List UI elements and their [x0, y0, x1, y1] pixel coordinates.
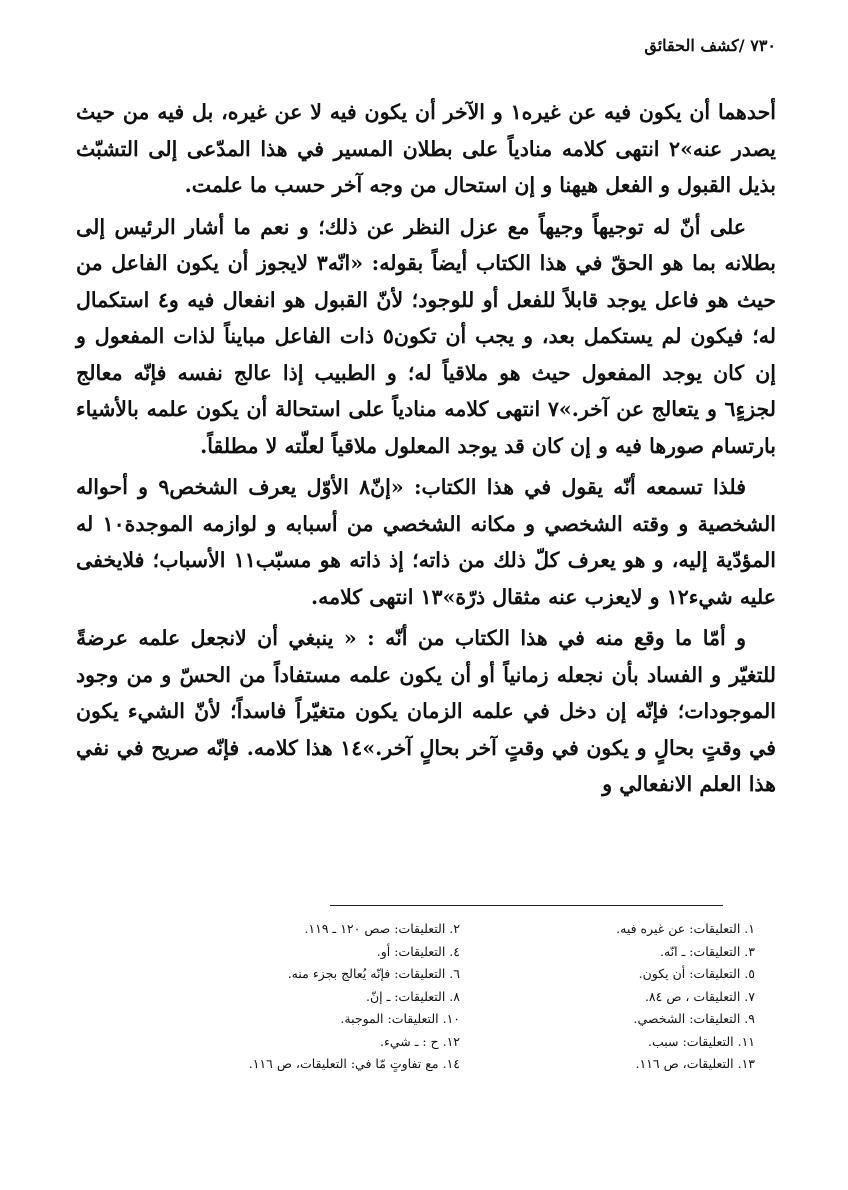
- footnote: ٥. التعليقات: أن يكون.: [638, 966, 755, 981]
- footnote: ١١. التعليقات: سبب.: [648, 1033, 755, 1049]
- footnote-row: [165, 963, 755, 986]
- footnote: ٣. التعليقات: ـ انّه.: [659, 943, 755, 959]
- paragraph: أحدهما أن يكون فيه عن غيره١ و الآخر أن يكون فيه لا عن غيره، بل فيه من حيث يصدر عنه»٢ انتهى كلامه منادياً على بطلان المسير في هذا المدّعى إلى التشبّث بذيل القبول و الفعل هيهنا و إن استحال من وجه آخر حسب ما علمت.: [76, 100, 776, 197]
- paragraph: على أنّ له توجيهاً وجيهاً مع عزل النظر عن ذلك؛ و نعم ما أشار الرئيس إلى بطلانه بما هو الحقّ في هذا الكتاب أيضاً بقوله: «انّه٣ لايجوز أن يكون الفاعل من حيث هو فاعل يوجد قابلاً للفعل أو للوجود؛ لأنّ القبول هو انفعال فيه و٤ استكمال له؛ فيكون لم يستكمل بعد، و يجب أن تكون٥ ذات الفاعل مبايناً لذات المفعول و إن كان يوجد المفعول حيث هو ملاقياً له؛ و الطبيب إذا عالج نفسه فإنّه معالج لجزءٍ٦ و يتعالج عن آخر.»٧ انتهى كلامه منادياً على استحالة أن يكون علمه بالأشياء بارتسام صورها فيه و إن كان قد يوجد المعلول ملاقياً لعلّته لا مطلقاً.: [76, 214, 777, 458]
- main-text: [76, 94, 776, 808]
- footnote-row: [165, 918, 755, 941]
- footnote-row: [165, 1008, 755, 1031]
- footnote: ٨. التعليقات: ـ إنّ.: [365, 988, 460, 1004]
- footnote: ٦. التعليقات: فإنّه يُعالج بجزء منه.: [287, 966, 460, 981]
- footnote: ٢. التعليقات: صص ١٢٠ ـ ١١٩.: [304, 921, 460, 936]
- running-header: ٧٣٠ /كشف الحقائق: [644, 36, 776, 55]
- paragraph: فلذا تسمعه أنّه يقول في هذا الكتاب: «إنّ٨ الأوّل يعرف الشخص٩ و أحواله الشخصية و وقته الشخصي و مكانه الشخصي من أسبابه و لوازمه الموجدة١٠ له المؤدّية إليه، و هو يعرف كلّ ذلك من ذاته؛ إذ ذاته هو مسبّب١١ الأسباب؛ فلايخفى عليه شيء١٢ و لايعزب عنه مثقال ذرّة»١٣ انتهى كلامه.: [76, 475, 777, 609]
- footnote-divider: [330, 905, 723, 906]
- footnote: ١٠. التعليقات: الموجبة.: [340, 1011, 460, 1026]
- footnote: ٤. التعليقات: أو.: [376, 943, 460, 959]
- footnote: ١٤. مع تفاوتٍ مّا في: التعليقات، ص ١١٦.: [248, 1056, 460, 1071]
- footnote: ١٢. ح : ـ شيء.: [380, 1033, 460, 1049]
- footnote: ١٣. التعليقات، ص ١١٦.: [635, 1056, 755, 1071]
- footnote: ٧. التعليقات ، ص ٨٤.: [644, 988, 755, 1004]
- footnote-row: [165, 986, 755, 1009]
- paragraph: و أمّا ما وقع منه في هذا الكتاب من أنّه : « ينبغي أن لانجعل علمه عرضةً للتغيّر و الفساد بأن نجعله زمانياً أو أن يكون علمه مستفاداً من الحسّ و من وجود الموجودات؛ فإنّه إن دخل في علمه الزمان يكون متغيّراً فاسداً؛ لأنّ الشيء يكون في وقتٍ بحالٍ و يكون في وقتٍ آخر بحالٍ آخر.»١٤ هذا كلامه. فإنّه صريح في نفي هذا العلم الانفعالي و: [76, 626, 777, 796]
- footnote-row: [165, 941, 755, 964]
- footnote: ١. التعليقات: عن غيره فيه.: [616, 921, 755, 936]
- footnote: ٩. التعليقات: الشخصي.: [633, 1011, 755, 1026]
- footnotes: [165, 918, 755, 1076]
- footnote-row: [165, 1053, 755, 1076]
- footnote-row: [165, 1031, 755, 1054]
